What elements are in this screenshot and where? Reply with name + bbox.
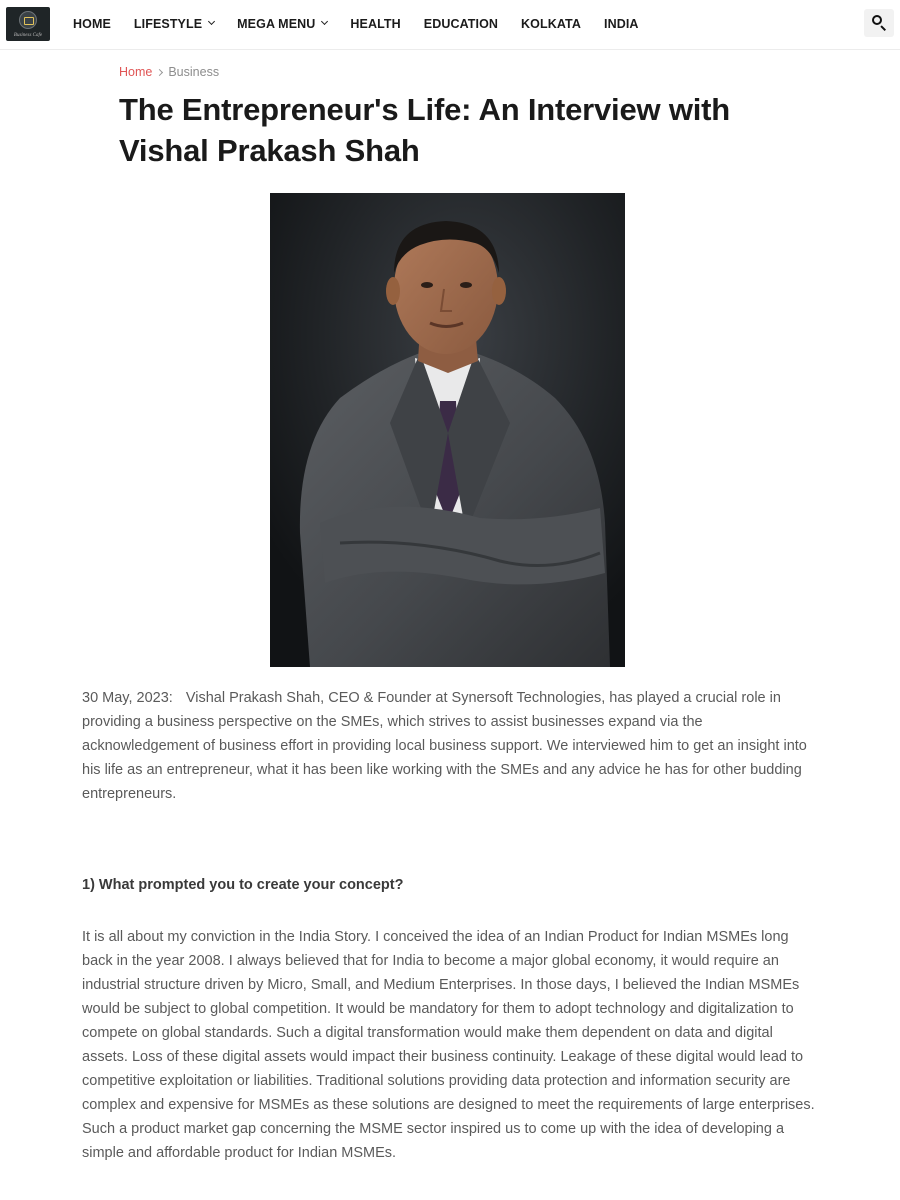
- article-intro-text: Vishal Prakash Shah, CEO & Founder at Synersoft Technologies, has played a crucial role in providing a business perspective on the SMEs, which strives to assist businesses expand via the acknowledgement of business effort in providing local business support. We interviewed him to get an insight into his life as an entrepreneur, what it has been like working with the SMEs and any advice he has for other budding entrepreneurs.: [82, 690, 807, 802]
- article-title: The Entrepreneur's Life: An Interview with Vishal Prakash Shah: [119, 92, 731, 168]
- search-icon: [872, 15, 882, 25]
- site-header: [0, 0, 900, 50]
- logo-mark-icon: [19, 11, 37, 29]
- nav-item-mega-menu[interactable]: MEGA MENU: [237, 17, 327, 31]
- article-featured-image: [270, 193, 625, 667]
- nav-item-lifestyle[interactable]: LIFESTYLE: [134, 17, 214, 31]
- chevron-down-icon: [321, 18, 328, 25]
- nav-item-india[interactable]: INDIA: [604, 17, 639, 31]
- article-date: 30 May, 2023:: [82, 690, 173, 706]
- search-icon-handle: [880, 25, 886, 31]
- interview-answer-1: It is all about my conviction in the India Story. I conceived the idea of an Indian Product for Indian MSMEs long back in the year 2008. I always believed that for India to become a major global economy, it would require an industrial structure driven by Micro, Small, and Medium Enterprises. In those days, I believed the Indian MSMEs would be subject to global competition. It would be mandatory for them to adopt technology and digitalization to compete on global standards. Such a digital transformation would make them dependent on data and digital assets. Loss of these digital assets would impact their business continuity. Leakage of these digital would lead to competitive exploitation or liabilities. Traditional solutions providing data protection and information security are complex and expensive for MSMEs as these solutions are designed to meet the requirements of large enterprises. Such a product market gap concerning the MSME sector inspired us to come up with the idea of developing a simple and affordable product for Indian MSMEs.: [82, 929, 815, 1161]
- chevron-right-icon: [156, 68, 163, 75]
- nav-item-education[interactable]: EDUCATION: [423, 17, 499, 31]
- site-logo[interactable]: [6, 7, 50, 41]
- breadcrumb-home-link[interactable]: Home: [119, 65, 153, 79]
- logo-tagline: Business Cafe: [13, 33, 43, 38]
- chevron-down-icon: [208, 18, 215, 25]
- nav-item-kolkata[interactable]: KOLKATA: [521, 17, 581, 31]
- nav-item-home[interactable]: HOME: [73, 17, 111, 31]
- portrait-photo: [270, 193, 625, 667]
- main-nav: [73, 0, 662, 48]
- breadcrumb-category-link[interactable]: Business: [168, 65, 220, 79]
- article-intro-paragraph: [82, 686, 822, 806]
- breadcrumb: [119, 65, 219, 79]
- nav-item-health[interactable]: HEALTH: [350, 17, 401, 31]
- search-button[interactable]: [864, 9, 894, 37]
- interview-question-1: 1) What prompted you to create your concept?: [82, 877, 404, 893]
